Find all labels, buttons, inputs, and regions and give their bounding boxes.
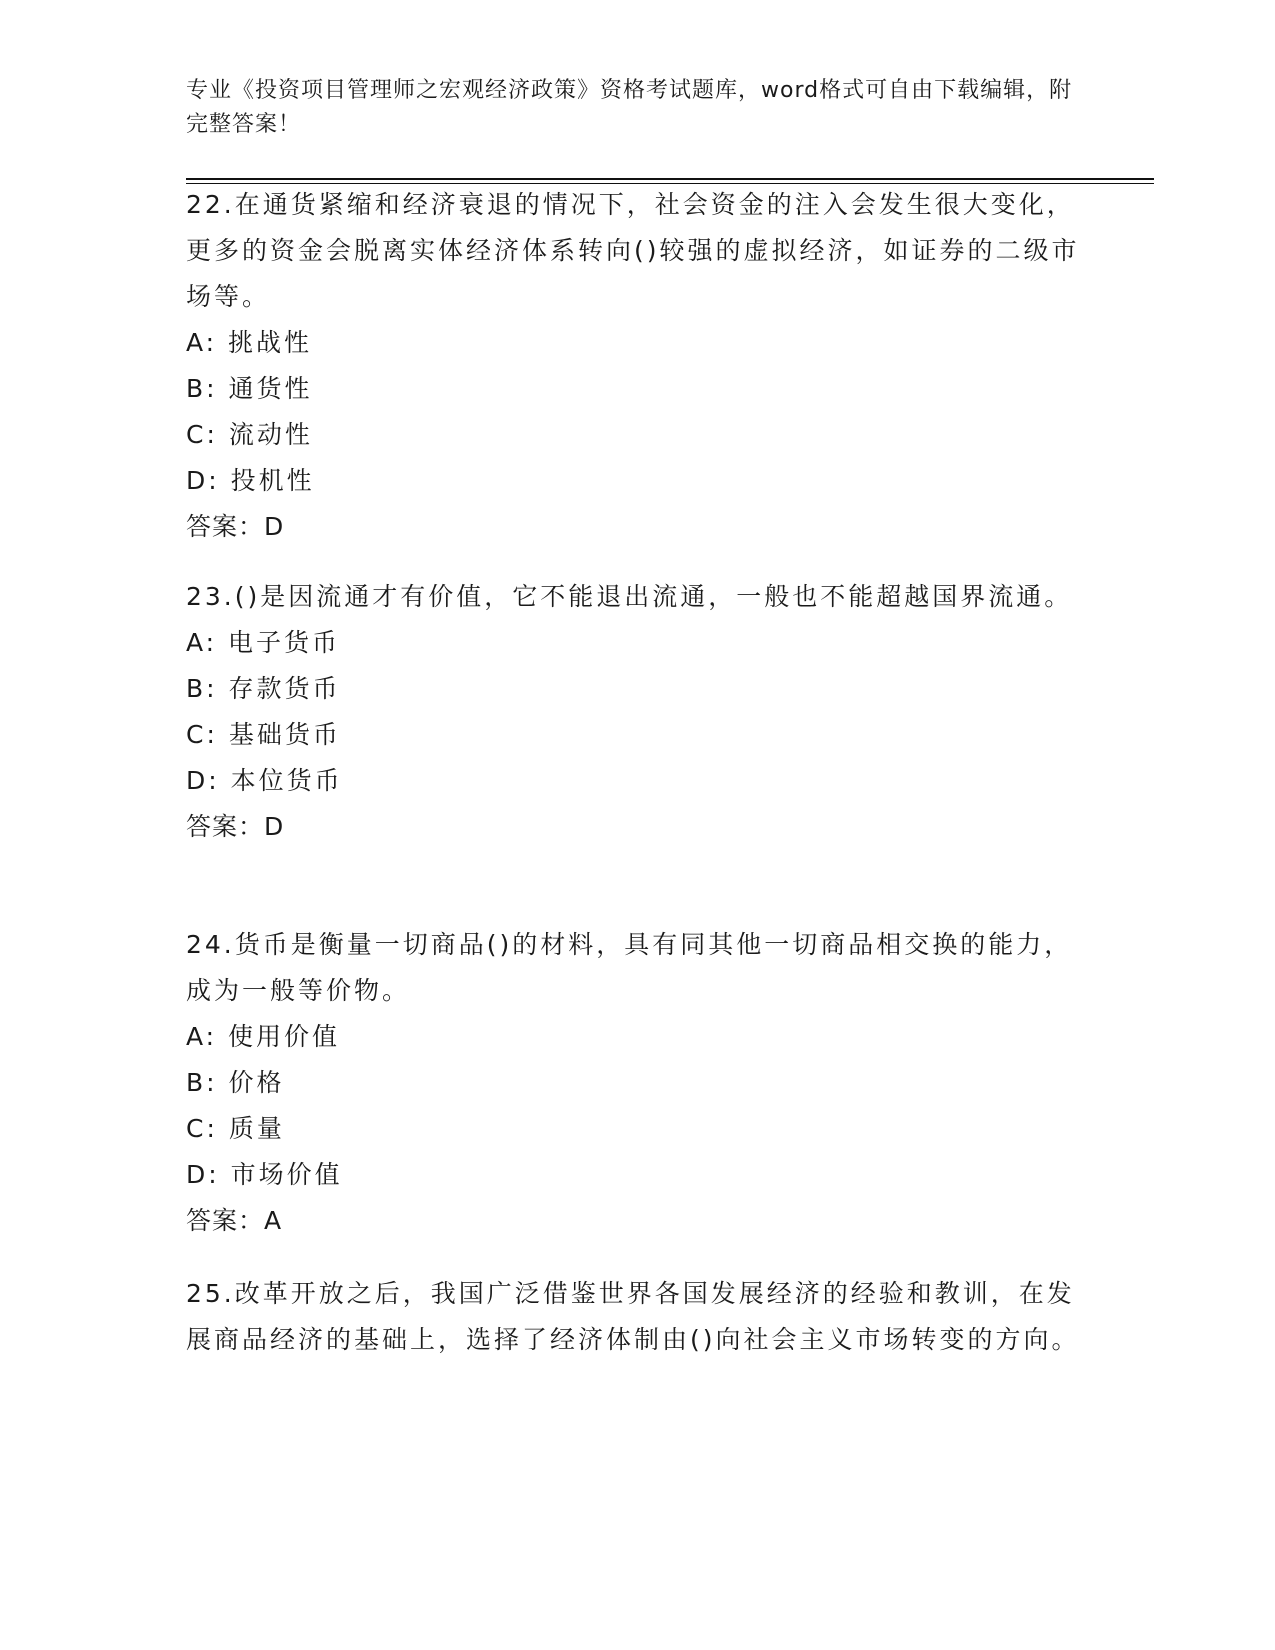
option-d: D: 投机性: [186, 466, 315, 495]
question-stem: 22.在通货紧缩和经济衰退的情况下，社会资金的注入会发生很大变化，更多的资金会脱离实体经济体系转向()较强的虚拟经济，如证券的二级市场等。: [186, 190, 1080, 311]
answer: 答案：D: [186, 512, 285, 541]
answer: 答案：A: [186, 1206, 283, 1235]
option-d: D: 市场价值: [186, 1160, 343, 1189]
question-25: [186, 1271, 1086, 1363]
option-c: C: 流动性: [186, 420, 313, 449]
option-a: A: 挑战性: [186, 328, 313, 357]
header-divider: [186, 178, 1154, 180]
option-a: A: 电子货币: [186, 628, 341, 657]
option-a: A: 使用价值: [186, 1022, 341, 1051]
question-23: [186, 574, 1086, 850]
answer: 答案：D: [186, 812, 285, 841]
question-24: [186, 922, 1086, 1244]
option-c: C: 基础货币: [186, 720, 341, 749]
document-header: 专业《投资项目管理师之宏观经济政策》资格考试题库，word格式可自由下载编辑，附完整答案！: [186, 78, 1073, 137]
option-b: B: 价格: [186, 1068, 285, 1097]
option-c: C: 质量: [186, 1114, 285, 1143]
question-22: [186, 182, 1086, 550]
option-d: D: 本位货币: [186, 766, 343, 795]
option-b: B: 存款货币: [186, 674, 341, 703]
question-stem: 24.货币是衡量一切商品()的材料，具有同其他一切商品相交换的能力，成为一般等价物。: [186, 930, 1073, 1005]
question-stem: 23.()是因流通才有价值，它不能退出流通，一般也不能超越国界流通。: [186, 582, 1073, 611]
option-b: B: 通货性: [186, 374, 313, 403]
question-stem: 25.改革开放之后，我国广泛借鉴世界各国发展经济的经验和教训，在发展商品经济的基础上，选择了经济体制由()向社会主义市场转变的方向。: [186, 1279, 1080, 1354]
